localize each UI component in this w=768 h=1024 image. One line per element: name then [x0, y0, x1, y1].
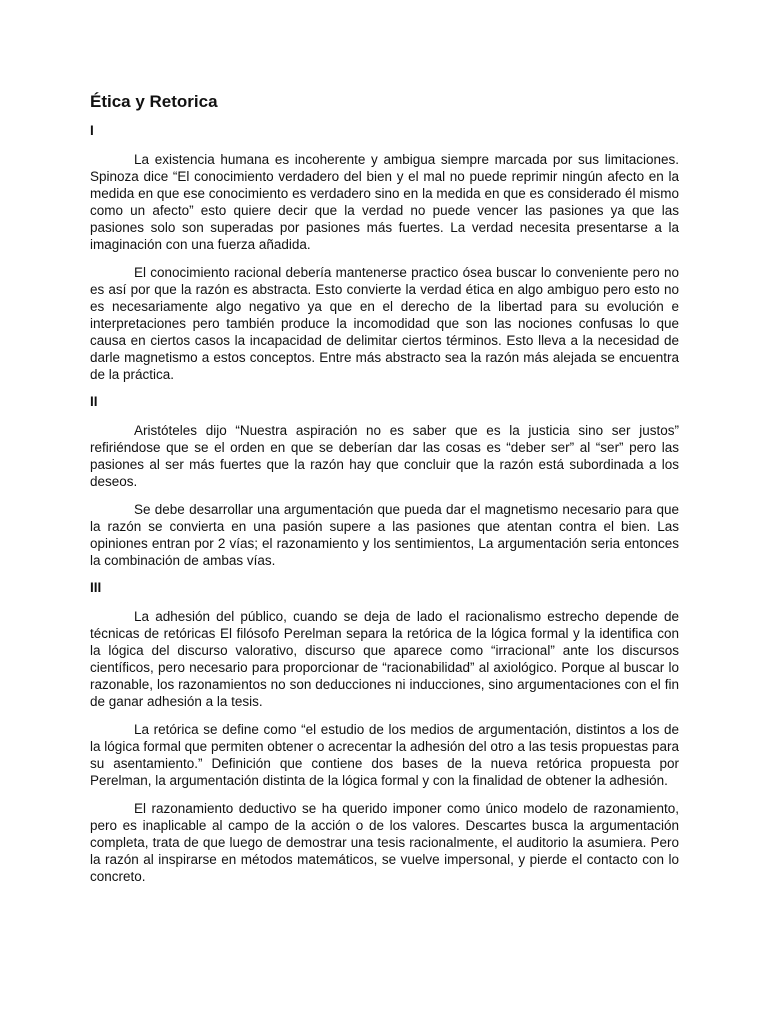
paragraph: La retórica se define como “el estudio de los medios de argumentación, distintos a los de la lógica formal que permiten obtener o acrecentar la adhesión del otro a las tesis propuestas para su asentamiento.” Definición que contiene dos bases de la nueva retórica propuesta por Perelman, la argumentación distinta de la lógica formal y con la finalidad de obtener la adhesión.	[90, 722, 679, 788]
document-page	[90, 91, 679, 896]
paragraph: El conocimiento racional debería mantenerse practico ósea buscar lo conveniente pero no es así por que la razón es abstracta. Esto convierte la verdad ética en algo ambiguo pero esto no es necesariamente algo negativo ya que en el derecho de la libertad para su evolución e interpretaciones pero también produce la incomodidad que son las nociones confusas lo que causa en ciertos casos la incapacidad de delimitar ciertos términos. Esto lleva a la necesidad de darle magnetismo a estos conceptos. Entre más abstracto sea la razón más alejada se encuentra de la práctica.	[90, 265, 679, 382]
section-heading: II	[90, 394, 98, 409]
paragraph: El razonamiento deductivo se ha querido imponer como único modelo de razonamiento, pero es inaplicable al campo de la acción o de los valores. Descartes busca la argumentación completa, trata de que luego de demostrar una tesis racionalmente, el auditorio la asumiera. Pero la razón al inspirarse en métodos matemáticos, se vuelve impersonal, y pierde el contacto con lo concreto.	[90, 801, 679, 884]
section-heading: III	[90, 580, 102, 595]
document-title: Ética y Retorica	[90, 92, 218, 111]
paragraph: Se debe desarrollar una argumentación que pueda dar el magnetismo necesario para que la razón se convierta en una pasión supere a las pasiones que atentan contra el bien. Las opiniones entran por 2 vías; el razonamiento y los sentimientos, La argumentación seria entonces la combinación de ambas vías.	[90, 502, 679, 568]
section-heading: I	[90, 123, 94, 138]
section-3	[90, 579, 679, 885]
section-1	[90, 122, 679, 383]
paragraph: La adhesión del público, cuando se deja de lado el racionalismo estrecho depende de técnicas de retóricas El filósofo Perelman separa la retórica de la lógica formal y la identifica con la lógica del discurso valorativo, discurso que aparece como “irracional” ante los discursos científicos, pero necesario para proporcionar de “racionabilidad” al axiológico. Porque al buscar lo razonable, los razonamientos no son deducciones ni inducciones, sino argumentaciones con el fin de ganar adhesión a la tesis.	[90, 609, 679, 709]
section-2	[90, 393, 679, 569]
paragraph: Aristóteles dijo “Nuestra aspiración no es saber que es la justicia sino ser justos” refiriéndose que se el orden en que se deberían dar las cosas es “deber ser” al “ser” pero las pasiones al ser más fuertes que la razón hay que concluir que la razón está subordinada a los deseos.	[90, 423, 679, 489]
paragraph: La existencia humana es incoherente y ambigua siempre marcada por sus limitaciones. Spinoza dice “El conocimiento verdadero del bien y el mal no puede reprimir ningún afecto en la medida en que ese conocimiento es verdadero sino en la medida en que es considerado él mismo como un afecto” esto quiere decir que la verdad no puede vencer las pasiones ya que las pasiones solo son superadas por pasiones más fuertes. La verdad necesita presentarse a la imaginación con una fuerza añadida.	[90, 152, 679, 252]
